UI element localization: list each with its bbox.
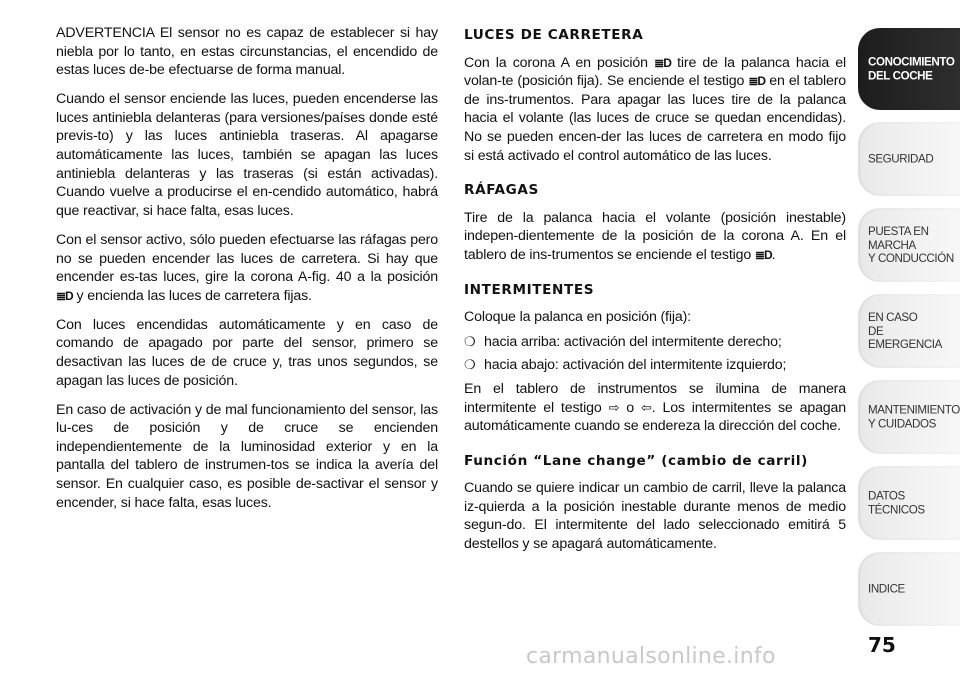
indicator-intro: Coloque la palanca en posición (fija): — [464, 309, 691, 326]
tab-conocimiento-del-coche[interactable] — [858, 28, 960, 110]
section-heading: INTERMITENTES — [464, 281, 595, 298]
bullet-icon: ❍ — [464, 333, 476, 349]
text-fragment: o — [626, 399, 635, 416]
high-beam-paragraph — [464, 54, 846, 166]
tab-label: SEGURIDAD — [868, 152, 934, 166]
text-fragment: tire de la palanca hacia el volan-te (posición fija). Se enciende el testigo — [464, 54, 847, 90]
text-fragment: Tire de la palanca hacia el volante (posición inestable) indepen-dientemente de la posición de la corona A. En el tablero de ins-trumentos se enciende el testigo — [464, 209, 846, 263]
list-item — [464, 333, 846, 352]
list-item-text: hacia abajo: activación del intermitente izquierdo; — [484, 357, 787, 374]
high-beam-icon: ≣D — [748, 74, 766, 89]
text-fragment: . Los intermitentes se apagan automáticamente cuando se endereza la dirección del coche. — [464, 399, 847, 435]
advertencia-paragraph: ADVERTENCIA El sensor no es capaz de establecer si hay niebla por lo tanto, en estas circunstancias, el encendido de estas luces de-be efectuarse de forma manual. — [56, 25, 438, 79]
high-beam-icon: ≣D — [654, 55, 671, 70]
section-heading: RÁFAGAS — [464, 182, 539, 199]
tab-label: EN CASO DE EMERGENCIA — [868, 310, 942, 351]
section-heading: LUCES DE CARRETERA — [464, 27, 644, 43]
malfunction-paragraph: En caso de activación y de mal funcionamiento del sensor, las lu-ces de posición y de cruce se encienden independientemente de la luminosidad exterior y en la pantalla del tablero de instrumen-tos se indica la avería del sensor. En cualquier caso, es posible de-sactivar el sensor y encender, si hace falta, esas luces. — [56, 401, 438, 511]
tab-datos-tecnicos[interactable] — [858, 466, 960, 540]
flash-paragraph — [464, 209, 846, 265]
page-number: 75 — [868, 633, 896, 657]
lane-change-paragraph: Cuando se quiere indicar un cambio de carril, lleve la palanca iz-quierda a la posición inestable durante menos de medio segun-do. El intermitente del lado seleccionado emitirá 5 destellos y se apagará automáticamente. — [464, 480, 846, 553]
list-item — [464, 356, 846, 375]
arrow-right-icon: ⇨ — [608, 399, 620, 415]
text-fragment: en el tablero de ins-trumentos. Para apagar las luces tire de la palanca hacia el volante (las luces de cruce se quedan encendidas). No se pueden encen-der las luces de carretera en modo fijo si está activado el control automático de las luces. — [464, 73, 847, 164]
auto-off-paragraph: Con luces encendidas automáticamente y en caso de comando de apagado por parte del sensor, primero se desactivan las luces de de cruce y, tras unos segundos, se apagan las luces de posición. — [56, 316, 438, 389]
watermark: carmanualsonline.info — [526, 644, 776, 669]
text-fragment: y encienda las luces de carretera fijas. — [76, 287, 312, 304]
left-column — [56, 24, 438, 523]
list-item-text: hacia arriba: activación del intermitente derecho; — [484, 333, 782, 350]
arrow-left-icon: ⇦ — [640, 399, 652, 415]
bullet-icon: ❍ — [464, 357, 476, 373]
sensor-fog-paragraph: Cuando el sensor enciende las luces, pueden encenderse las luces antiniebla delanteras (para versiones/países donde esté previs-to) y las luces antiniebla traseras. Al apagarse automáticamente las luces, también se apagan las luces antiniebla delanteras y las traseras (si están activadas). Cuando vuelve a producirse el en-cendido automático, habrá que reactivar, si hace falta, esas luces. — [56, 91, 438, 219]
tab-seguridad[interactable] — [858, 122, 960, 196]
tab-label: PUESTA EN MARCHA Y CONDUCCIÓN — [868, 224, 954, 265]
sensor-active-paragraph — [56, 231, 438, 305]
indicator-paragraph — [464, 380, 846, 436]
high-beam-icon: ≣D — [754, 247, 772, 262]
section-heading: Función “Lane change” (cambio de carril) — [464, 452, 808, 469]
text-fragment: En el tablero de instrumentos se ilumina de manera intermitente el testigo — [464, 380, 846, 416]
right-column — [464, 26, 846, 564]
tab-label: CONOCIMIENTO DEL COCHE — [868, 55, 955, 82]
tab-label: DATOS TÉCNICOS — [868, 489, 925, 516]
text-fragment: Con el sensor activo, sólo pueden efectuarse las ráfagas pero no se pueden encender las luces de carretera. Si hay que encender es-tas luces, gire la corona A-fig. 40 a la posición — [56, 231, 438, 286]
tab-mantenimiento[interactable] — [858, 380, 960, 454]
tab-en-caso-de-emergencia[interactable] — [858, 294, 960, 368]
text-fragment: Con la corona A en posición — [464, 54, 648, 71]
chapter-sidebar — [858, 28, 960, 638]
tab-indice[interactable] — [858, 552, 960, 626]
tab-label: INDICE — [868, 582, 905, 596]
tab-puesta-en-marcha[interactable] — [858, 208, 960, 282]
high-beam-icon: ≣D — [56, 288, 73, 303]
text-fragment: . — [771, 246, 776, 263]
tab-label: MANTENIMIENTO Y CUIDADOS — [868, 403, 960, 430]
